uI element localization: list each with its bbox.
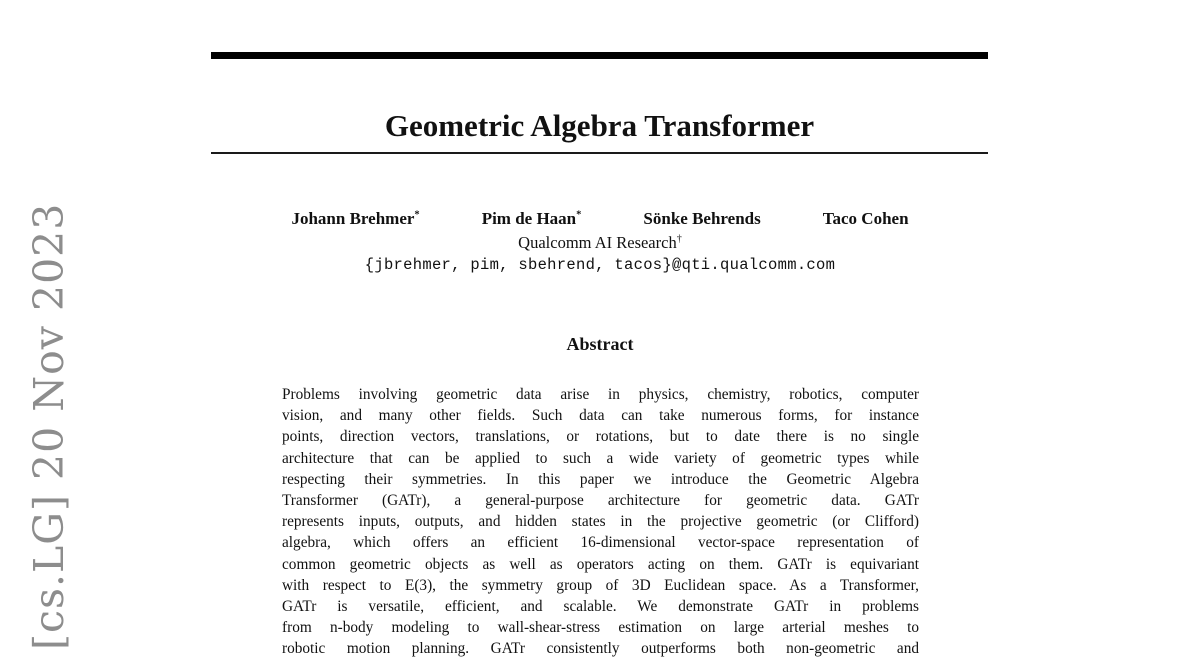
author-johann-brehmer	[291, 208, 419, 230]
author-name: Sönke Behrends	[643, 209, 761, 228]
abstract-line: algebra, which offers an efficient 16-dimensional vector-space representation of	[282, 534, 919, 552]
author-emails: {jbrehmer, pim, sbehrend, tacos}@qti.qualcomm.com	[364, 256, 836, 274]
author-name: Taco Cohen	[822, 209, 909, 228]
title-underline-rule	[211, 152, 988, 154]
abstract-line: vision, and many other fields. Such data can take numerous forms, for instance	[282, 407, 919, 425]
author-name: Pim de Haan	[481, 209, 577, 228]
abstract-line: from n-body modeling to wall-shear-stress estimation on large arterial meshes to	[282, 619, 919, 637]
abstract-line: Problems involving geometric data arise in physics, chemistry, robotics, computer	[282, 386, 919, 403]
authors-row	[0, 208, 1200, 230]
author-footnote-mark: *	[576, 209, 582, 221]
abstract-line: common geometric objects as well as operators acting on them. GATr is equivariant	[282, 555, 919, 573]
abstract-line: with respect to E(3), the symmetry group of 3D Euclidean space. As a Transformer,	[282, 576, 919, 594]
author-taco-cohen	[823, 208, 909, 230]
abstract-body	[282, 384, 919, 659]
abstract-heading: Abstract	[566, 334, 634, 354]
affiliation-name: Qualcomm AI Research	[518, 233, 677, 252]
top-rule	[211, 52, 988, 59]
author-footnote-mark: *	[414, 209, 420, 221]
author-name: Johann Brehmer	[291, 209, 415, 228]
abstract-line: GATr is versatile, efficient, and scalable. We demonstrate GATr in problems	[282, 597, 919, 615]
affiliation-footnote-mark: †	[676, 233, 682, 245]
author-pim-de-haan	[482, 208, 582, 230]
paper-title: Geometric Algebra Transformer	[384, 107, 815, 143]
abstract-line: robotic motion planning. GATr consistently outperforms both non-geometric and	[282, 640, 919, 658]
affiliation	[0, 233, 1200, 253]
arxiv-stamp: [cs.LG] 20 Nov 2023	[25, 202, 73, 650]
abstract-line: Transformer (GATr), a general-purpose architecture for geometric data. GATr	[282, 491, 919, 509]
abstract-line: architecture that can be applied to such a wide variety of geometric types while	[282, 449, 919, 467]
abstract-line: points, direction vectors, translations, or rotations, but to date there is no single	[282, 428, 919, 446]
abstract-line: respecting their symmetries. In this paper we introduce the Geometric Algebra	[282, 470, 919, 488]
author-sonke-behrends	[643, 208, 760, 230]
abstract-line: represents inputs, outputs, and hidden states in the projective geometric (or Clifford)	[282, 513, 919, 531]
